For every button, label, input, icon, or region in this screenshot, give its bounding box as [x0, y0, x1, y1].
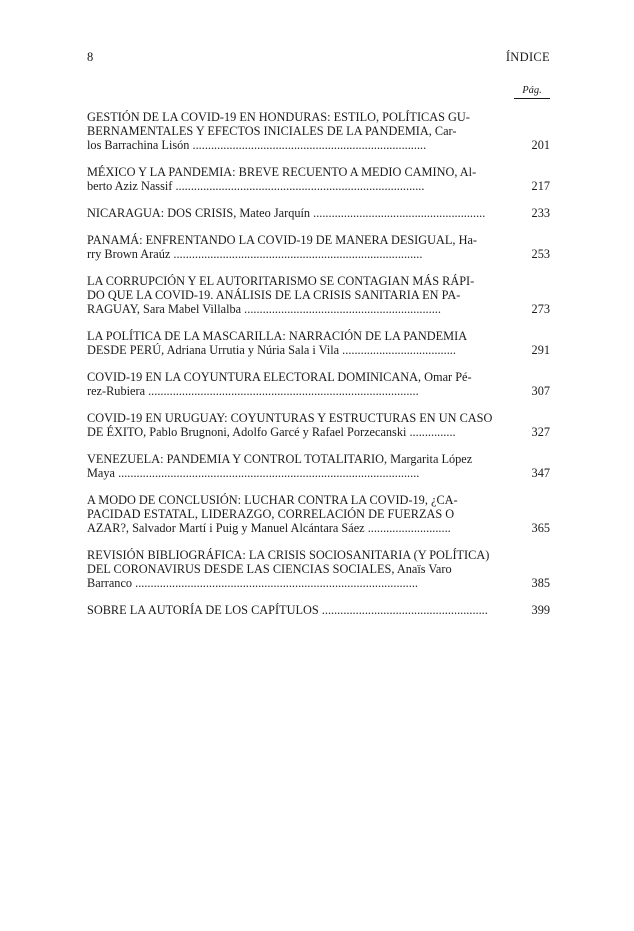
toc-entry — [87, 206, 550, 220]
toc-entry-line: DEL CORONAVIRUS DESDE LAS CIENCIAS SOCIALES, Anaïs Varo — [87, 562, 452, 576]
toc-entry-line: VENEZUELA: PANDEMIA Y CONTROL TOTALITARIO, Margarita López — [87, 452, 473, 466]
toc-entry-line: Barranco ............................................................................................ — [87, 576, 418, 590]
toc-entry-page: 307 — [531, 384, 550, 398]
toc-entry-line: LA CORRUPCIÓN Y EL AUTORITARISMO SE CONTAGIAN MÁS RÁPI- — [87, 274, 475, 288]
table-of-contents — [87, 110, 550, 630]
toc-entry — [87, 603, 550, 617]
toc-entry-page: 365 — [531, 521, 550, 535]
toc-entry-title — [87, 548, 510, 590]
toc-entry-line: PACIDAD ESTATAL, LIDERAZGO, CORRELACIÓN DE FUERZAS O — [87, 507, 455, 521]
toc-entry-line: DO QUE LA COVID-19. ANÁLISIS DE LA CRISIS SANITARIA EN PA- — [87, 288, 461, 302]
toc-entry-line: rry Brown Araúz ................................................................................. — [87, 247, 423, 261]
page-number: 8 — [87, 50, 94, 64]
toc-entry-line: AZAR?, Salvador Martí i Puig y Manuel Alcántara Sáez ........................... — [87, 521, 451, 535]
toc-entry-page: 273 — [531, 302, 550, 316]
toc-entry-title — [87, 411, 510, 439]
toc-entry-line: A MODO DE CONCLUSIÓN: LUCHAR CONTRA LA COVID-19, ¿CA- — [87, 493, 458, 507]
toc-entry-page: 291 — [531, 343, 550, 357]
toc-entry-title — [87, 274, 510, 316]
toc-entry — [87, 110, 550, 152]
toc-entry-line: BERNAMENTALES Y EFECTOS INICIALES DE LA PANDEMIA, Car- — [87, 124, 457, 138]
header-title: ÍNDICE — [505, 50, 550, 64]
toc-entry — [87, 329, 550, 357]
toc-entry-line: MÉXICO Y LA PANDEMIA: BREVE RECUENTO A MEDIO CAMINO, Al- — [87, 165, 477, 179]
toc-entry-line: berto Aziz Nassif ................................................................................. — [87, 179, 425, 193]
toc-entry-line: Maya .................................................................................................. — [87, 466, 420, 480]
toc-entry-page: 399 — [531, 603, 550, 617]
toc-entry-title — [87, 603, 510, 617]
toc-entry — [87, 548, 550, 590]
toc-entry-page: 201 — [531, 138, 550, 152]
toc-entry-line: GESTIÓN DE LA COVID-19 EN HONDURAS: ESTILO, POLÍTICAS GU- — [87, 110, 470, 124]
toc-entry-title — [87, 452, 510, 480]
toc-entry-line: REVISIÓN BIBLIOGRÁFICA: LA CRISIS SOCIOSANITARIA (Y POLÍTICA) — [87, 548, 490, 562]
toc-entry-line: DE ÉXITO, Pablo Brugnoni, Adolfo Garcé y Rafael Porzecanski ............... — [87, 425, 456, 439]
toc-entry-page: 347 — [531, 466, 550, 480]
toc-entry-title — [87, 370, 510, 398]
toc-entry-page: 253 — [531, 247, 550, 261]
toc-entry — [87, 274, 550, 316]
toc-entry-line: RAGUAY, Sara Mabel Villalba ................................................................ — [87, 302, 441, 316]
toc-entry-title — [87, 110, 510, 152]
toc-entry — [87, 493, 550, 535]
toc-entry-line: LA POLÍTICA DE LA MASCARILLA: NARRACIÓN DE LA PANDEMIA — [87, 329, 468, 343]
toc-entry-line: SOBRE LA AUTORÍA DE LOS CAPÍTULOS ...................................................... — [87, 603, 488, 617]
toc-entry-title — [87, 329, 510, 357]
toc-entry-line: NICARAGUA: DOS CRISIS, Mateo Jarquín ........................................................ — [87, 206, 486, 220]
toc-entry-page: 327 — [531, 425, 550, 439]
toc-entry-line: rez-Rubiera ........................................................................................ — [87, 384, 419, 398]
toc-entry-title — [87, 206, 510, 220]
toc-entry — [87, 233, 550, 261]
toc-entry-title — [87, 165, 510, 193]
toc-entry-page: 233 — [531, 206, 550, 220]
toc-entry-title — [87, 233, 510, 261]
toc-entry — [87, 370, 550, 398]
toc-entry-line: PANAMÁ: ENFRENTANDO LA COVID-19 DE MANERA DESIGUAL, Ha- — [87, 233, 478, 247]
page-column-label: Pág. — [514, 85, 550, 99]
toc-entry-line: COVID-19 EN URUGUAY: COYUNTURAS Y ESTRUCTURAS EN UN CASO — [87, 411, 493, 425]
toc-entry — [87, 452, 550, 480]
toc-entry-page: 217 — [531, 179, 550, 193]
toc-entry-page: 385 — [531, 576, 550, 590]
toc-entry — [87, 411, 550, 439]
toc-entry — [87, 165, 550, 193]
toc-entry-title — [87, 493, 510, 535]
toc-entry-line: COVID-19 EN LA COYUNTURA ELECTORAL DOMINICANA, Omar Pé- — [87, 370, 472, 384]
toc-entry-line: DESDE PERÚ, Adriana Urrutia y Núria Sala i Vila ..................................... — [87, 343, 456, 357]
toc-entry-line: los Barrachina Lisón ............................................................................ — [87, 138, 427, 152]
